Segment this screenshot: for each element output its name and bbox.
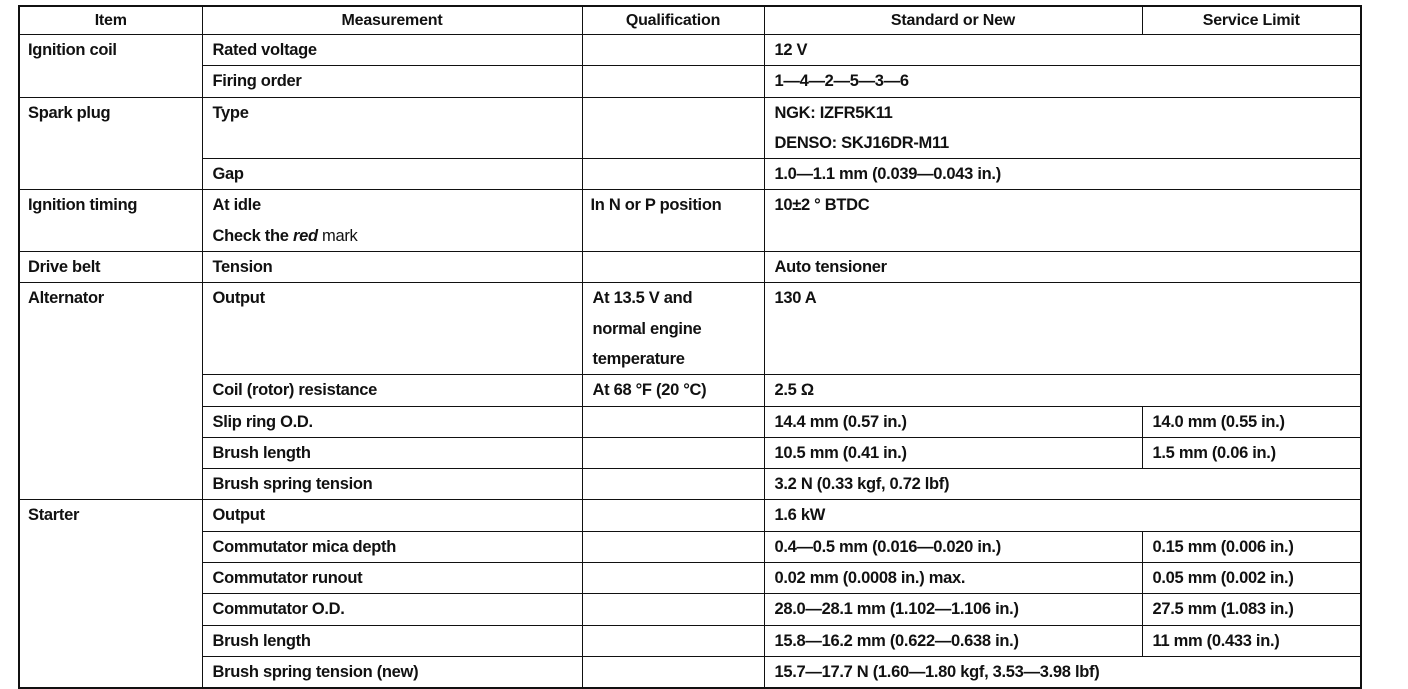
measurement-cell: Brush length <box>202 437 582 468</box>
qualification-cell: At 68 °F (20 °C) <box>582 375 764 406</box>
service-limit-cell: 1.5 mm (0.06 in.) <box>1142 437 1361 468</box>
measurement-cell: Rated voltage <box>202 35 582 66</box>
standard-cell: Auto tensioner <box>764 252 1361 283</box>
service-limit-cell: 11 mm (0.433 in.) <box>1142 625 1361 656</box>
qualification-cell <box>582 97 764 159</box>
standard-cell: 1—4—2—5—3—6 <box>764 66 1361 97</box>
standard-cell: 15.8—16.2 mm (0.622—0.638 in.) <box>764 625 1142 656</box>
table-row <box>19 625 1361 656</box>
service-limit-cell: 0.15 mm (0.006 in.) <box>1142 531 1361 562</box>
table-row <box>19 283 1361 375</box>
measurement-cell: Output <box>202 500 582 531</box>
item-cell <box>19 563 202 594</box>
table-row <box>19 406 1361 437</box>
standard-cell: 130 A <box>764 283 1361 375</box>
table-row <box>19 656 1361 688</box>
item-cell <box>19 531 202 562</box>
item-cell: Alternator <box>19 283 202 375</box>
table-row <box>19 531 1361 562</box>
standard-cell: 1.6 kW <box>764 500 1361 531</box>
measurement-cell: Type <box>202 97 582 159</box>
header-standard: Standard or New <box>764 6 1142 35</box>
measurement-cell: Brush length <box>202 625 582 656</box>
qualification-cell <box>582 469 764 500</box>
table-row <box>19 469 1361 500</box>
qualification-cell <box>582 594 764 625</box>
item-cell: Ignition coil <box>19 35 202 66</box>
table-row <box>19 594 1361 625</box>
service-limit-cell: 0.05 mm (0.002 in.) <box>1142 563 1361 594</box>
header-qualification: Qualification <box>582 6 764 35</box>
qualification-cell <box>582 531 764 562</box>
item-cell <box>19 406 202 437</box>
item-cell <box>19 66 202 97</box>
item-cell <box>19 469 202 500</box>
item-cell: Ignition timing <box>19 190 202 252</box>
item-cell: Starter <box>19 500 202 531</box>
measurement-cell: At idle Check the red mark <box>202 190 582 252</box>
header-measurement: Measurement <box>202 6 582 35</box>
measurement-cell: Gap <box>202 159 582 190</box>
table-row <box>19 500 1361 531</box>
table-row <box>19 97 1361 159</box>
qualification-cell <box>582 563 764 594</box>
qualification-cell <box>582 625 764 656</box>
qualification-cell <box>582 35 764 66</box>
service-limit-cell: 14.0 mm (0.55 in.) <box>1142 406 1361 437</box>
qualification-cell <box>582 159 764 190</box>
qualification-cell <box>582 252 764 283</box>
measurement-cell: Coil (rotor) resistance <box>202 375 582 406</box>
qualification-cell <box>582 656 764 688</box>
measurement-cell: Firing order <box>202 66 582 97</box>
item-cell: Drive belt <box>19 252 202 283</box>
measurement-cell: Brush spring tension (new) <box>202 656 582 688</box>
qualification-cell <box>582 66 764 97</box>
header-row <box>19 6 1361 35</box>
standard-cell: 15.7—17.7 N (1.60—1.80 kgf, 3.53—3.98 lbf) <box>764 656 1361 688</box>
standard-cell: NGK: IZFR5K11 DENSO: SKJ16DR-M11 <box>764 97 1361 159</box>
item-cell: Spark plug <box>19 97 202 159</box>
standard-cell: 14.4 mm (0.57 in.) <box>764 406 1142 437</box>
item-cell <box>19 656 202 688</box>
item-cell <box>19 159 202 190</box>
standard-cell: 28.0—28.1 mm (1.102—1.106 in.) <box>764 594 1142 625</box>
item-cell <box>19 437 202 468</box>
item-cell <box>19 594 202 625</box>
table-row <box>19 563 1361 594</box>
qualification-cell: At 13.5 V and normal engine temperature <box>582 283 764 375</box>
measurement-cell: Brush spring tension <box>202 469 582 500</box>
table-row <box>19 252 1361 283</box>
header-item: Item <box>19 6 202 35</box>
qualification-cell <box>582 437 764 468</box>
table-row <box>19 35 1361 66</box>
standard-cell: 2.5 Ω <box>764 375 1361 406</box>
table-row <box>19 437 1361 468</box>
standard-cell: 3.2 N (0.33 kgf, 0.72 lbf) <box>764 469 1361 500</box>
table-row <box>19 66 1361 97</box>
table-row <box>19 190 1361 252</box>
measurement-cell: Commutator runout <box>202 563 582 594</box>
header-service-limit: Service Limit <box>1142 6 1361 35</box>
qualification-cell: In N or P position <box>582 190 764 252</box>
measurement-cell: Tension <box>202 252 582 283</box>
standard-cell: 12 V <box>764 35 1361 66</box>
measurement-cell: Slip ring O.D. <box>202 406 582 437</box>
standard-cell: 0.4—0.5 mm (0.016—0.020 in.) <box>764 531 1142 562</box>
item-cell <box>19 625 202 656</box>
standard-cell: 10±2 ° BTDC <box>764 190 1361 252</box>
qualification-cell <box>582 406 764 437</box>
measurement-cell: Commutator O.D. <box>202 594 582 625</box>
measurement-cell: Output <box>202 283 582 375</box>
standard-cell: 10.5 mm (0.41 in.) <box>764 437 1142 468</box>
specification-table <box>18 5 1362 689</box>
service-limit-cell: 27.5 mm (1.083 in.) <box>1142 594 1361 625</box>
table-row <box>19 159 1361 190</box>
standard-cell: 1.0—1.1 mm (0.039—0.043 in.) <box>764 159 1361 190</box>
measurement-cell: Commutator mica depth <box>202 531 582 562</box>
standard-cell: 0.02 mm (0.0008 in.) max. <box>764 563 1142 594</box>
item-cell <box>19 375 202 406</box>
qualification-cell <box>582 500 764 531</box>
measurement-line2: Check the red mark <box>212 226 358 245</box>
table-row <box>19 375 1361 406</box>
